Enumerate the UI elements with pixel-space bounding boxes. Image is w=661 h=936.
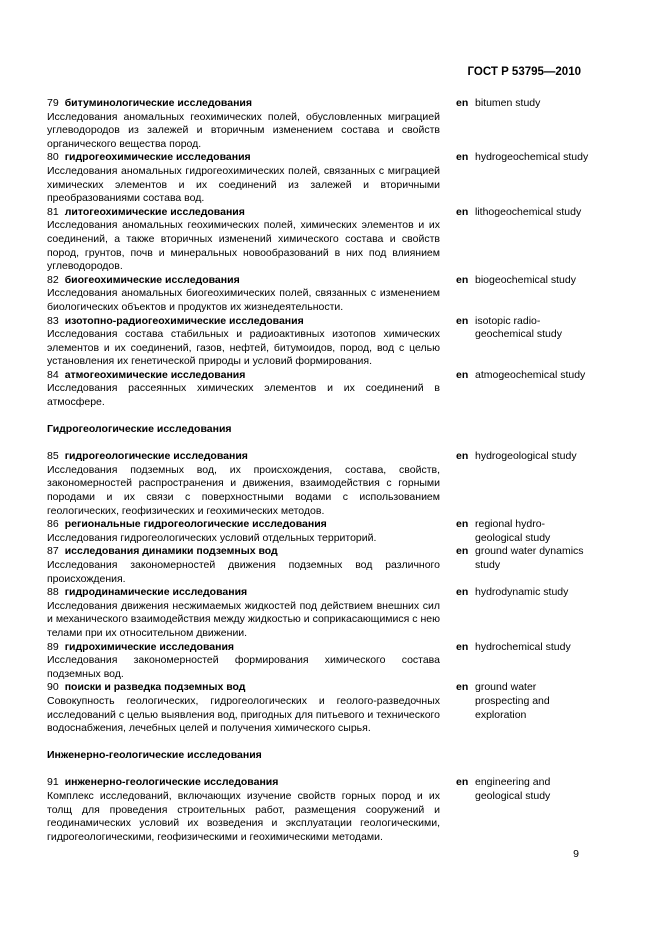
term-number: 89: [47, 640, 59, 653]
term-definition: Исследования аномальных геохимических полей, химических элементов и их соединений, а также вторичных изменений химического состава и свойств пород, грунтов, почв и минеральных новообразований в них под влиянием углеводородов.: [47, 219, 440, 273]
entry-russian: [47, 681, 440, 735]
term-definition: Исследования закономерностей движения подземных вод различного происхождения.: [47, 559, 440, 585]
term-definition: Исследования аномальных гидрогеохимических полей, связанных с миграцией химических элементов и их соединений из залежей и вторичными преобразованиями состава вод.: [47, 164, 440, 205]
glossary-content: [47, 97, 592, 844]
entry-english: [456, 776, 592, 803]
term-name: литогеохимические исследования: [64, 205, 245, 218]
term-line: [47, 681, 440, 695]
term-name: битуминологические исследования: [64, 97, 252, 109]
page-number: 9: [573, 848, 579, 860]
term-definition: Исследования состава стабильных и радиоактивных изотопов химических элементов и их соединений, газов, нефтей, битумоидов, пород, вод с целью установления их генетической природы и условий формирования.: [47, 328, 440, 368]
glossary-entry: [47, 586, 592, 640]
term-line: [47, 274, 440, 288]
term-definition: Исследования закономерностей формирования химического состава подземных вод.: [47, 654, 440, 680]
entry-english: [456, 369, 592, 383]
entry-english: [456, 315, 592, 342]
term-definition: Исследования аномальных биогеохимических полей, связанных с изменением биологических объектов и продуктов их жизнедеятельности.: [47, 287, 440, 313]
term-name: региональные гидрогеологические исследования: [64, 518, 327, 531]
term-name: гидрогеохимические исследования: [64, 151, 251, 164]
glossary-entry: [47, 315, 592, 369]
language-code: en: [456, 97, 469, 109]
entry-russian: [47, 518, 440, 545]
entry-english: [456, 681, 592, 722]
glossary-entry: [47, 97, 592, 151]
entry-english: [456, 641, 592, 655]
term-number: 84: [47, 368, 59, 381]
term-line: [47, 369, 440, 383]
english-equivalent: biogeochemical study: [475, 273, 576, 286]
term-line: [47, 97, 440, 111]
term-name: биогеохимические исследования: [64, 273, 240, 286]
term-line: [47, 151, 440, 165]
entry-russian: [47, 369, 440, 410]
term-line: [47, 450, 440, 464]
term-number: 79: [47, 97, 59, 109]
term-name: инженерно-геологические исследования: [64, 776, 279, 789]
entry-russian: [47, 450, 440, 518]
term-name: гидрогеологические исследования: [64, 450, 248, 463]
entry-russian: [47, 641, 440, 682]
section-heading: Гидрогеологические исследования: [47, 422, 232, 435]
entry-english: [456, 97, 592, 111]
term-number: 87: [47, 545, 59, 558]
english-equivalent: lithogeochemical study: [475, 205, 582, 218]
term-number: 91: [47, 776, 59, 789]
entry-english: [456, 518, 592, 545]
english-equivalent: ground water dynamics study: [475, 545, 584, 571]
language-code: en: [456, 586, 469, 599]
entry-russian: [47, 206, 440, 274]
language-code: en: [456, 776, 469, 789]
document-id: ГОСТ Р 53795—2010: [467, 66, 581, 78]
section-heading: Инженерно-геологические исследования: [47, 748, 262, 761]
term-definition: Комплекс исследований, включающих изучение свойств горных пород и их толщ для проведения строительных работ, размещения сооружений и геодинамических условий их возведения и эксплуатации геологическими, гидрогеологическими, геофизическими и геохимическими методами.: [47, 789, 440, 843]
entry-english: [456, 586, 592, 600]
term-definition: Исследования рассеянных химических элементов и их соединений в атмосфере.: [47, 382, 440, 409]
glossary-entry: [47, 206, 592, 274]
language-code: en: [456, 450, 469, 463]
entry-english: [456, 274, 592, 288]
language-code: en: [456, 151, 469, 164]
entry-russian: [47, 274, 440, 315]
term-definition: Исследования движения несжимаемых жидкостей под действием внешних сил и механического взаимодействия между жидкостью и соприкасающимися с нею телами при их относительном движении.: [47, 599, 440, 639]
term-number: 83: [47, 314, 59, 327]
entry-russian: [47, 545, 440, 586]
english-equivalent: ground water prospecting and exploration: [475, 681, 550, 721]
term-name: поиски и разведка подземных вод: [64, 681, 246, 694]
term-number: 90: [47, 681, 59, 694]
glossary-entry: [47, 681, 592, 735]
term-line: [47, 586, 440, 600]
glossary-entry: [47, 518, 592, 545]
entry-english: [456, 450, 592, 464]
english-equivalent: bitumen study: [475, 97, 541, 109]
term-number: 85: [47, 450, 59, 463]
entry-english: [456, 151, 592, 165]
term-definition: Исследования подземных вод, их происхождения, состава, свойств, закономерностей распространения и движения, взаимодействия с горными породами и их связи с поверхностными водами с использованием геологических, геофизических и геохимических методов.: [47, 463, 440, 517]
language-code: en: [456, 368, 469, 381]
term-line: [47, 206, 440, 220]
glossary-entry: [47, 274, 592, 315]
glossary-entry: [47, 545, 592, 586]
entry-russian: [47, 97, 440, 151]
term-number: 82: [47, 273, 59, 286]
entry-russian: [47, 151, 440, 205]
glossary-entry: [47, 369, 592, 410]
term-number: 88: [47, 586, 59, 599]
term-line: [47, 545, 440, 559]
language-code: en: [456, 518, 469, 531]
term-name: гидрохимические исследования: [64, 640, 235, 653]
term-name: изотопно-радиогеохимические исследования: [64, 314, 304, 327]
term-line: [47, 776, 440, 790]
english-equivalent: hydrogeochemical study: [475, 151, 589, 164]
english-equivalent: hydrogeological study: [475, 450, 577, 463]
language-code: en: [456, 545, 469, 558]
entry-russian: [47, 315, 440, 369]
glossary-entry: [47, 776, 592, 844]
entry-russian: [47, 586, 440, 640]
glossary-entry: [47, 151, 592, 205]
glossary-entry: [47, 641, 592, 682]
english-equivalent: engineering and geological study: [475, 776, 551, 802]
english-equivalent: hydrochemical study: [475, 640, 571, 653]
term-number: 86: [47, 518, 59, 531]
term-number: 81: [47, 205, 59, 218]
english-equivalent: atmogeochemical study: [475, 368, 586, 381]
entry-english: [456, 206, 592, 220]
term-name: исследования динамики подземных вод: [64, 545, 278, 558]
language-code: en: [456, 681, 469, 694]
term-definition: Исследования гидрогеологических условий отдельных территорий.: [47, 531, 377, 544]
language-code: en: [456, 205, 469, 218]
term-definition: Совокупность геологических, гидрогеологических и геолого-разведочных исследований с целью выявления вод, пригодных для питьевого и технического водоснабжения, лечебных целей и получения химического сырья.: [47, 694, 440, 735]
language-code: en: [456, 273, 469, 286]
english-equivalent: isotopic radio-geochemical study: [475, 314, 562, 341]
entry-english: [456, 545, 592, 572]
term-name: гидродинамические исследования: [64, 586, 248, 599]
language-code: en: [456, 640, 469, 653]
term-line: [47, 518, 440, 532]
term-line: [47, 315, 440, 329]
english-equivalent: regional hydro-geological study: [475, 518, 551, 544]
english-equivalent: hydrodynamic study: [475, 586, 569, 599]
entry-russian: [47, 776, 440, 844]
term-name: атмогеохимические исследования: [64, 368, 246, 381]
term-line: [47, 641, 440, 655]
term-definition: Исследования аномальных геохимических полей, обусловленных миграцией углеводородов из залежей и вторичным изменением состава и свойств органического вещества пород.: [47, 110, 440, 150]
language-code: en: [456, 314, 469, 327]
glossary-entry: [47, 450, 592, 518]
term-number: 80: [47, 151, 59, 164]
